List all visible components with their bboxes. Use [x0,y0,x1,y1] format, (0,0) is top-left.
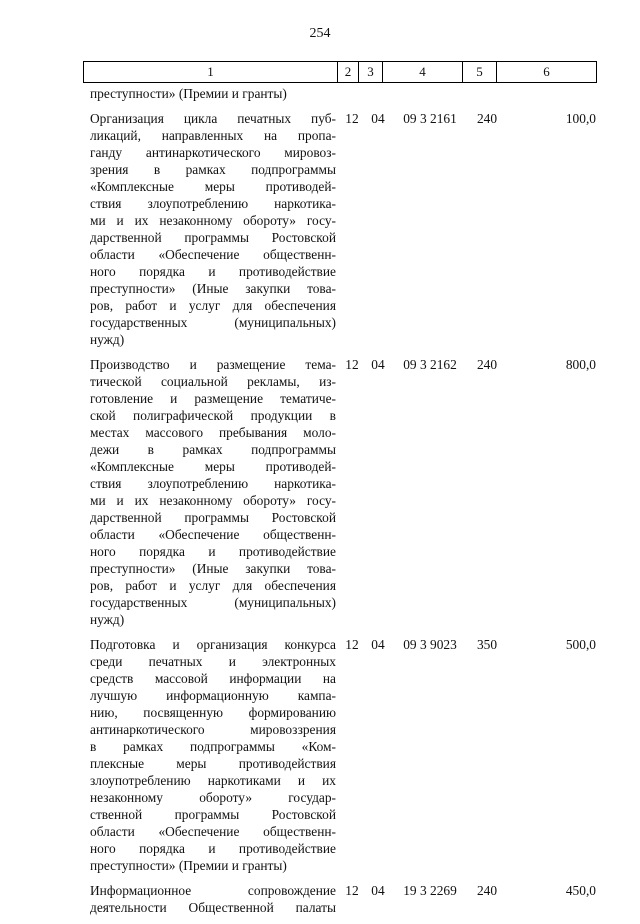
target-article-code: 09 3 2161 [403,111,457,126]
table-header [83,61,597,83]
description-line: нию, посвященную формированию [90,705,336,720]
description-line: области «Обеспечение общественн- [90,824,336,839]
description-line: ного порядка и противодействие [90,264,336,279]
description-line: ров, работ и услуг для обеспечения [90,298,336,313]
description-line: антинаркотического мировоззрения [90,722,336,737]
row-description [90,356,336,628]
description-line: Производство и размещение тема- [90,357,336,372]
expense-type-code: 240 [476,883,498,898]
target-article-code: 09 3 9023 [403,637,457,652]
description-line: Подготовка и организация конкурса [90,637,336,652]
description-line: Информационное сопровождение [90,883,336,898]
subsection-code: 04 [371,883,385,898]
target-article-code: 09 3 2162 [403,357,457,372]
amount: 450,0 [565,883,596,898]
description-line: дарственной программы Ростовской [90,230,336,245]
page-number: 254 [309,26,331,41]
table-body [90,85,597,924]
description-line: ликаций, направленных на пропа- [90,128,336,143]
header-col-4: 4 [383,62,463,82]
subsection-code: 04 [371,637,385,652]
description-line: ственной программы Ростовской [90,807,336,822]
expense-type-code: 350 [476,637,498,652]
description-line: ми и их незаконному обороту» госу- [90,493,336,508]
description-line: нужд) [90,332,125,347]
subsection-code: 04 [371,357,385,372]
description-line: «Комплексные меры противодей- [90,459,336,474]
description-line: ской полиграфической продукции в [90,408,336,423]
amount: 500,0 [565,637,596,652]
description-line: преступности» (Иные закупки това- [90,561,336,576]
table-row [90,356,597,628]
description-line: тической социальной рекламы, из- [90,374,336,389]
description-line: дежи в рамках подпрограммы [90,442,336,457]
description-line: нужд) [90,612,125,627]
description-line: готовление и размещение тематиче- [90,391,336,406]
header-col-6: 6 [543,64,550,79]
amount: 800,0 [565,357,596,372]
description-line: государственных (муниципальных) [90,315,336,330]
description-line: в рамках подпрограммы «Ком- [90,739,336,754]
description-line: ствия злоупотреблению наркотика- [90,476,336,491]
amount: 100,0 [565,111,596,126]
section-code: 12 [345,357,359,372]
description-line: ствия злоупотреблению наркотика- [90,196,336,211]
description-line: ми и их незаконному обороту» госу- [90,213,336,228]
description-line: ного порядка и противодействие [90,841,336,856]
section-code: 12 [345,637,359,652]
description-line: ганду антинаркотического мировоз- [90,145,336,160]
continuation-text: преступности» (Премии и гранты) [90,86,287,101]
description-line: лучшую информационную кампа- [90,688,336,703]
header-col-1: 1 [84,62,338,82]
header-col-2: 2 [338,62,359,82]
description-line: преступности» (Иные закупки това- [90,281,336,296]
target-article-code: 19 3 2269 [403,883,457,898]
section-code: 12 [345,111,359,126]
description-line: незаконному обороту» государ- [90,790,336,805]
expense-type-code: 240 [476,357,498,372]
subsection-code: 04 [371,111,385,126]
table-row [90,636,597,874]
description-line: местах массового пребывания моло- [90,425,336,440]
expense-type-code: 240 [476,111,498,126]
description-line: области «Обеспечение общественн- [90,247,336,262]
row-description [90,882,336,916]
description-line: злоупотреблению наркотиками и их [90,773,336,788]
description-line: преступности» (Премии и гранты) [90,858,287,873]
description-line: «Комплексные меры противодей- [90,179,336,194]
header-col-3: 3 [359,62,383,82]
continuation-row [90,85,597,102]
table-row [90,882,597,916]
header-col-5: 5 [463,62,497,82]
description-line: ного порядка и противодействие [90,544,336,559]
description-line: Организация цикла печатных пуб- [90,111,336,126]
description-line: ров, работ и услуг для обеспечения [90,578,336,593]
section-code: 12 [345,883,359,898]
description-line: зрения в рамках подпрограммы [90,162,336,177]
description-line: деятельности Общественной палаты [90,900,336,915]
description-line: средств массовой информации на [90,671,336,686]
row-description [90,636,336,874]
row-description [90,110,336,348]
description-line: плексные меры противодействия [90,756,336,771]
description-line: государственных (муниципальных) [90,595,336,610]
description-line: области «Обеспечение общественн- [90,527,336,542]
description-line: среди печатных и электронных [90,654,336,669]
description-line: дарственной программы Ростовской [90,510,336,525]
table-row [90,110,597,348]
